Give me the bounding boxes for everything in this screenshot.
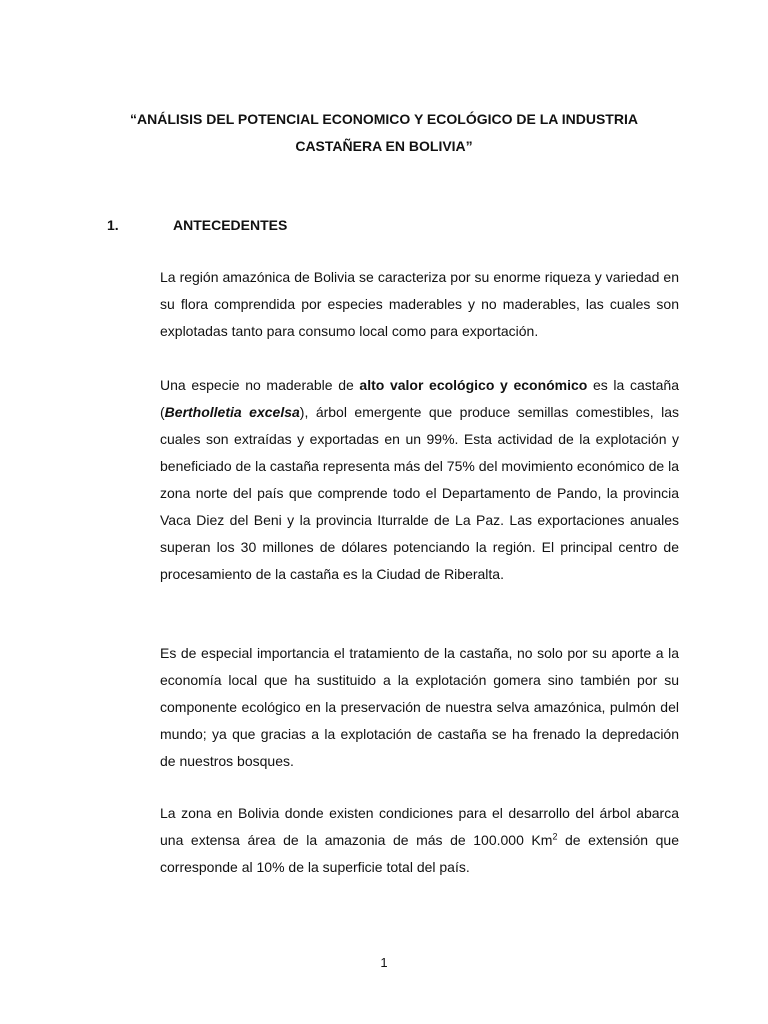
paragraph-4-superscript: 2	[552, 831, 558, 842]
paragraph-2-bold-value: alto valor ecológico y económico	[359, 377, 588, 393]
document-title: “ANÁLISIS DEL POTENCIAL ECONOMICO Y ECOLÓGICO DE LA INDUSTRIA CASTAÑERA EN BOLIVIA”	[130, 111, 638, 154]
paragraph-2	[160, 372, 679, 588]
paragraph-2-text-a: Una especie no maderable de	[160, 377, 360, 393]
paragraph-4-text-b: de extensión que corresponde al 10% de la superficie total del país.	[160, 832, 680, 875]
paragraph-2-text-c: ), árbol emergente que produce semillas comestibles, las cuales son extraídas y exportadas en un 99%. Esta actividad de la explotación y beneficiado de la castaña representa más del 75% del movimiento económico de la zona norte del país que comprende todo el Departamento de Pando, la provincia Vaca Diez del Beni y la provincia Iturralde de La Paz. Las exportaciones anuales superan los 30 millones de dólares potenciando la región. El principal centro de procesamiento de la castaña es la Ciudad de Riberalta.	[160, 404, 679, 582]
paragraph-4-text-a: La zona en Bolivia donde existen condiciones para el desarrollo del árbol abarca una extensa área de la amazonia de más de 100.000 Km	[160, 805, 679, 848]
paragraph-2-species-name: Bertholletia excelsa	[164, 404, 300, 420]
section-label: ANTECEDENTES	[173, 217, 288, 233]
paragraph-1: La región amazónica de Bolivia se caracteriza por su enorme riqueza y variedad en su flora comprendida por especies maderables y no maderables, las cuales son explotadas tanto para consumo local como para exportación.	[160, 269, 679, 339]
paragraph-2-text-b: es la castaña (	[160, 377, 679, 420]
paragraph-3: Es de especial importancia el tratamiento de la castaña, no solo por su aporte a la economía local que ha sustituido a la explotación gomera sino también por su componente ecológico en la preservación de nuestra selva amazónica, pulmón del mundo; ya que gracias a la explotación de castaña se ha frenado la depredación de nuestros bosques.	[160, 645, 679, 769]
paragraph-4	[160, 800, 679, 881]
page-number: 1	[380, 955, 388, 970]
section-number: 1.	[107, 217, 119, 233]
